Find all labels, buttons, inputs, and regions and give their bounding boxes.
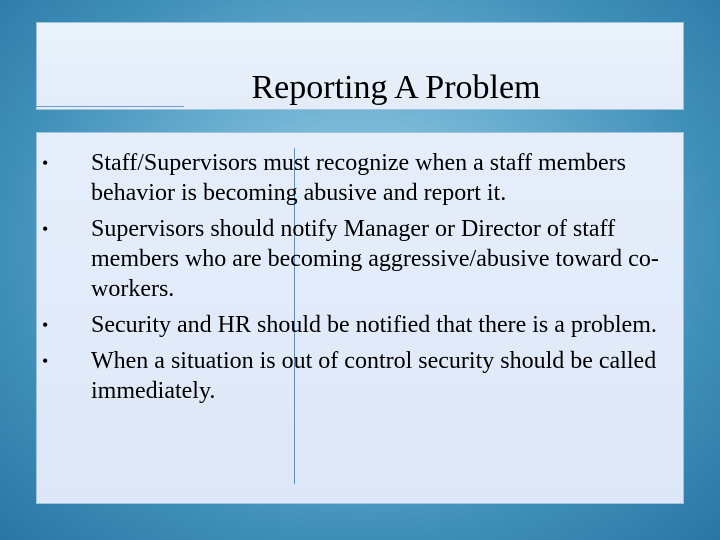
- bullet-item: [0, 148, 691, 208]
- bullet-item: [0, 346, 691, 406]
- bullet-text: Supervisors should notify Manager or Director of staff members who are becoming aggressive/abusive toward co-workers.: [91, 216, 659, 302]
- slide-title: Reporting A Problem: [251, 69, 541, 106]
- bullet-list: [0, 148, 720, 412]
- title-panel: [36, 22, 684, 110]
- bullet-marker: •: [42, 351, 49, 371]
- bullet-marker: •: [42, 153, 49, 173]
- bullet-text: Security and HR should be notified that there is a problem.: [91, 312, 657, 338]
- bullet-item: [0, 310, 691, 340]
- bullet-marker: •: [42, 219, 49, 239]
- bullet-text: When a situation is out of control security should be called immediately.: [91, 348, 657, 404]
- bullet-text: Staff/Supervisors must recognize when a staff members behavior is becoming abusive and report it.: [91, 150, 626, 206]
- bullet-item: [0, 214, 691, 304]
- bullet-marker: •: [42, 315, 49, 335]
- title-underline-decoration: [36, 106, 184, 107]
